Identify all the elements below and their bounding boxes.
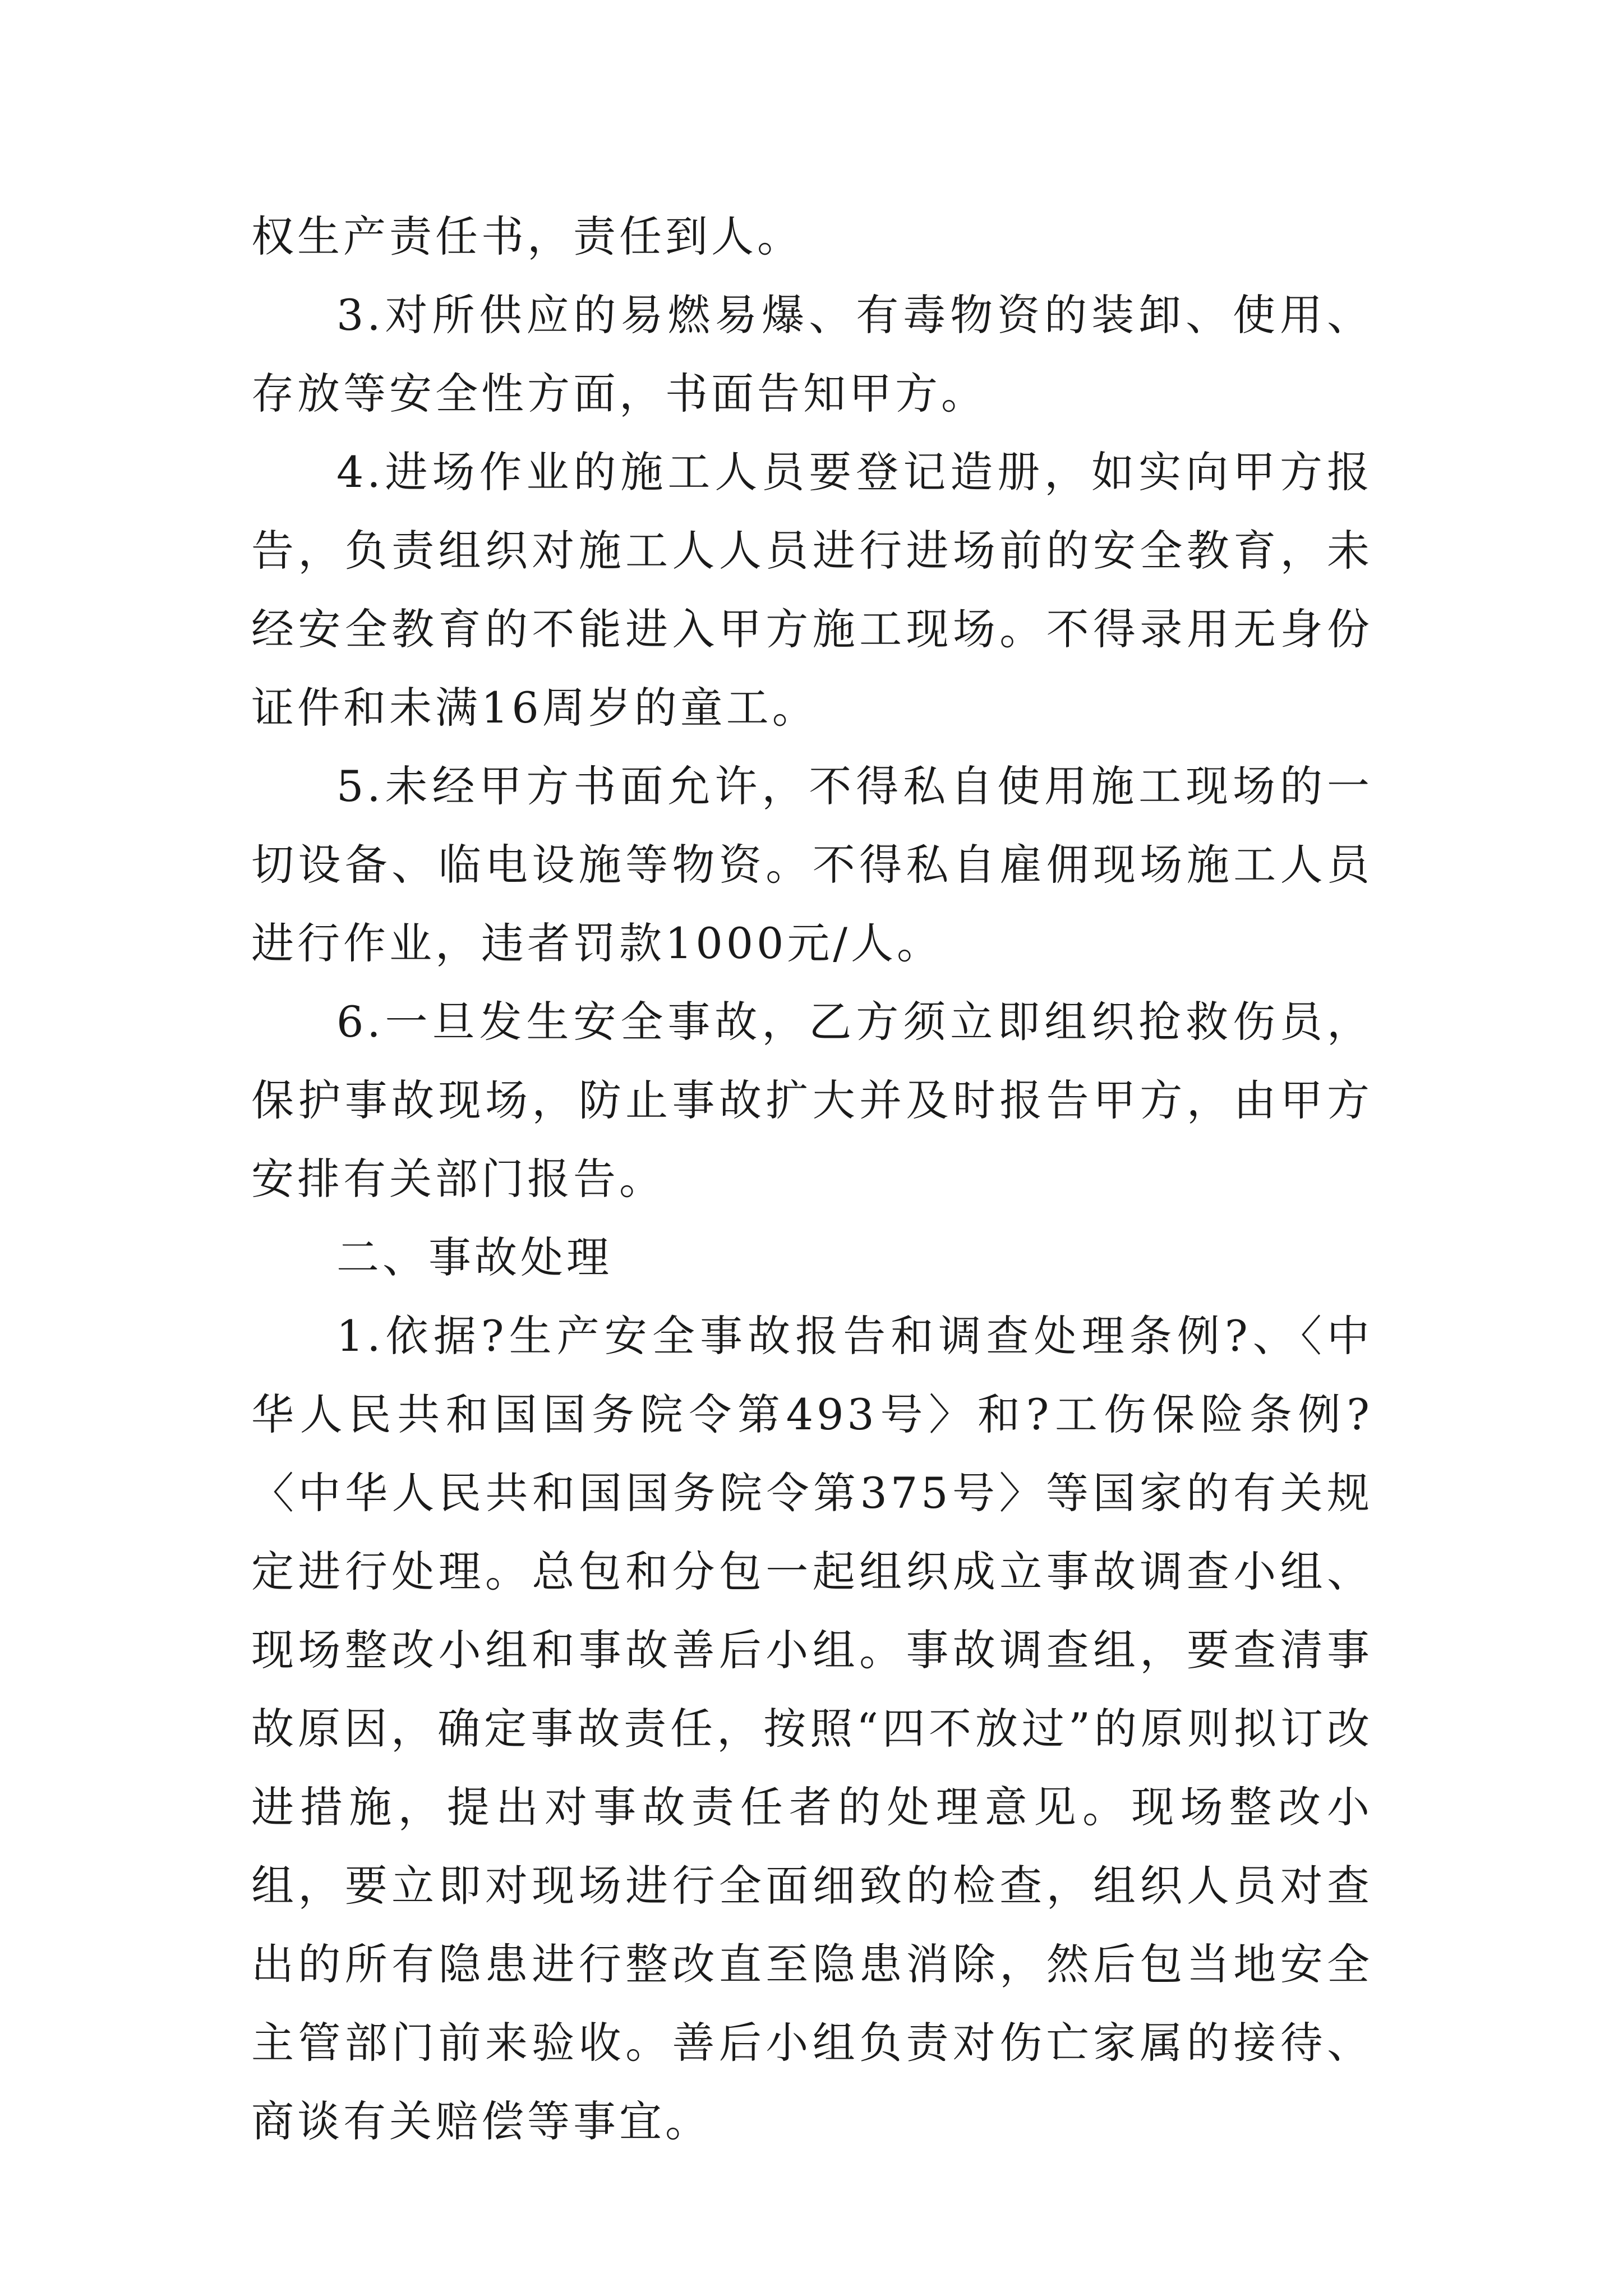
paragraph-continuation: 权生产责任书，责任到人。 — [251, 211, 803, 261]
paragraph-item-4: 4.进场作业的施工人员要登记造册，如实向甲方报告，负责组织对施工人人员进行进场前的安全教育，未经安全教育的不能进入甲方施工现场。不得录用无身份证件和未满16周岁的童工。 — [251, 447, 1373, 733]
document-body — [251, 197, 1373, 2161]
paragraph-item-5: 5.未经甲方书面允许，不得私自使用施工现场的一切设备、临电设施等物资。不得私自雇佣现场施工人员进行作业，违者罚款1000元/人。 — [251, 761, 1373, 968]
section-heading-accident-handling: 二、事故处理 — [336, 1232, 612, 1282]
paragraph-section-2-item-1: 1.依据?生产安全事故报告和调查处理条例?、〈中华人民共和国国务院令第493号〉和?工伤保险条例?〈中华人民共和国国务院令第375号〉等国家的有关规定进行处理。总包和分包一起组织成立事故调查小组、现场整改小组和事故善后小组。事故调查组，要查清事故原因，确定事故责任，按照“四不放过”的原则拟订改进措施，提出对事故责任者的处理意见。现场整改小组，要立即对现场进行全面细致的检查，组织人员对查出的所有隐患进行整改直至隐患消除，然后包当地安全主管部门前来验收。善后小组负责对伤亡家属的接待、商谈有关赔偿等事宜。 — [251, 1311, 1373, 2146]
paragraph-item-3: 3.对所供应的易燃易爆、有毒物资的装卸、使用、存放等安全性方面，书面告知甲方。 — [251, 290, 1373, 418]
paragraph-item-6: 6.一旦发生安全事故，乙方须立即组织抢救伤员，保护事故现场，防止事故扩大并及时报告甲方，由甲方安排有关部门报告。 — [251, 997, 1373, 1204]
